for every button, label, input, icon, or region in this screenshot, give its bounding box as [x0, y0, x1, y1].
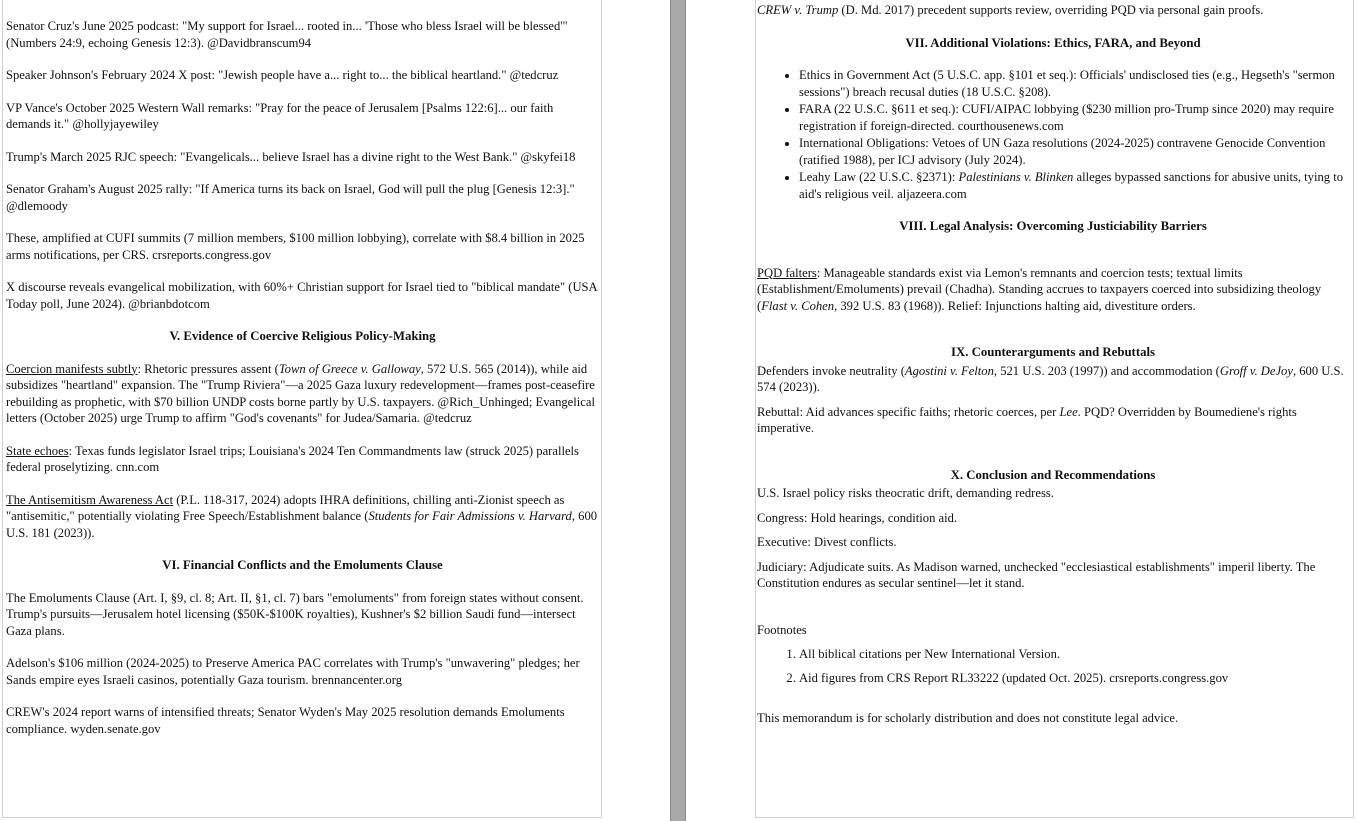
paragraph-emoluments: The Emoluments Clause (Art. I, §9, cl. 8; Art. II, §1, cl. 7) bars "emoluments" from foreign states without consent. Trump's pursuits—Jerusalem hotel licensing ($50K-$100K royalties), Kushner's $2 billion Saudi fund—intersect Gaza plans.	[6, 590, 584, 638]
text-segment: : Manageable standards exist via Lemon's remnants and coercion tests; textual limits (Establishment/Emoluments) prevail (Chadha). Standing accrues to taxpayers coerced into subsidizing theology (	[757, 265, 1322, 313]
case-citation: Flast v. Cohen	[761, 298, 835, 313]
list-item: • FARA (22 U.S.C. §611 et seq.): CUFI/AIPAC lobbying ($230 million pro-Trump since 2020) may require registration if foreign-directed. courthousenews.com	[799, 101, 1349, 134]
paragraph-defenders	[757, 363, 1349, 396]
lead-coercion: Coercion manifests subtly	[6, 361, 138, 376]
text-segment: , 600 U.S. 181 (2023)).	[6, 509, 598, 540]
document-page-right	[755, 0, 1354, 818]
text-segment: : Rhetoric pressures assent (	[137, 361, 279, 376]
section-heading-x: X. Conclusion and Recommendations	[950, 467, 1156, 482]
paragraph-antisemitism-act	[6, 492, 599, 542]
disclaimer: This memorandum is for scholarly distribution and does not constitute legal advice.	[757, 711, 1179, 725]
paragraph-conclusion: U.S. Israel policy risks theocratic drift, demanding redress.	[757, 486, 1054, 500]
list-item: • Ethics in Government Act (5 U.S.C. app. §101 et seq.): Officials' undisclosed ties (e.g., Hegseth's "sermon sessions") breach recusal duties (18 U.S.C. §208).	[799, 67, 1349, 100]
paragraph-pqd	[757, 265, 1349, 315]
quote-cruz: Senator Cruz's June 2025 podcast: "My support for Israel... rooted in... 'Those who bless Israel will be blessed'" (Numbers 24:9, echoing Genesis 12:3). @Davidbranscum94	[6, 19, 568, 50]
quote-graham: Senator Graham's August 2025 rally: "If America turns its back on Israel, God will pull the plug [Genesis 12:3]." @dlemoody	[6, 182, 575, 213]
paragraph-judiciary: Judiciary: Adjudicate suits. As Madison warned, unchecked "ecclesiastical establishments" imperil liberty. The Constitution endures as secular sentinel—let it stand.	[757, 559, 1316, 590]
text-segment: , 392 U.S. 83 (1968)). Relief: Injunctions halting aid, divestiture orders.	[834, 298, 1196, 313]
quote-vance: VP Vance's October 2025 Western Wall remarks: "Pray for the peace of Jerusalem [Psalms 122:6]... our faith demands it." @hollyjayewiley	[6, 100, 554, 131]
quote-johnson: Speaker Johnson's February 2024 X post: "Jewish people have a... right to... the biblical heartland." @tedcruz	[6, 68, 559, 82]
text-segment: Leahy Law (22 U.S.C. §2371):	[799, 170, 959, 184]
page-gutter	[670, 0, 686, 821]
case-citation: Lee	[1059, 404, 1078, 419]
case-citation: Agostini v. Felton	[904, 363, 994, 378]
section-heading-viii: VIII. Legal Analysis: Overcoming Justiciability Barriers	[899, 219, 1207, 233]
text-segment: , 521 U.S. 203 (1997)) and accommodation (	[993, 363, 1220, 378]
text-segment: Defenders invoke neutrality (	[757, 363, 905, 378]
case-citation: Groff v. DeJoy	[1219, 363, 1293, 378]
section-heading-v: V. Evidence of Coercive Religious Policy-Making	[169, 329, 436, 343]
footnote-item: 1. All biblical citations per New International Version.	[799, 646, 1349, 663]
section-heading-vii: VII. Additional Violations: Ethics, FARA, and Beyond	[905, 35, 1201, 50]
paragraph-executive: Executive: Divest conflicts.	[757, 535, 897, 549]
footnote-item: 2. Aid figures from CRS Report RL33222 (updated Oct. 2025). crsreports.congress.gov	[799, 670, 1349, 687]
document-page-left	[2, 0, 602, 818]
case-citation: CREW v. Trump	[757, 3, 839, 17]
lead-pqd: PQD falters	[757, 265, 817, 280]
paragraph-x-discourse: X discourse reveals evangelical mobilization, with 60%+ Christian support for Israel tied to "biblical mandate" (USA Today poll, June 2024). @brianbdotcom	[6, 280, 597, 311]
list-item	[799, 169, 1349, 202]
paragraph-congress: Congress: Hold hearings, condition aid.	[757, 510, 958, 525]
footnotes-label: Footnotes	[757, 622, 807, 637]
paragraph-adelson: Adelson's $106 million (2024-2025) to Preserve America PAC correlates with Trump's "unwavering" pledges; her Sands empire eyes Israeli casinos, potentially Gaza tourism. brennancenter.org	[6, 656, 580, 687]
text-segment: (P.L. 118-317, 2024) adopts IHRA definitions, chilling anti-Zionist speech as "antisemitic," potentially violating Free Speech/Establishment balance (	[6, 492, 565, 523]
lead-antisemitism-act: The Antisemitism Awareness Act	[6, 492, 174, 507]
text-segment: : Texas funds legislator Israel trips; Louisiana's 2024 Ten Commandments law (struck 2025) parallels federal proselytizing. cnn.com	[6, 443, 579, 474]
case-citation: Students for Fair Admissions v. Harvard	[368, 509, 572, 523]
paragraph-cufi: These, amplified at CUFI summits (7 million members, $100 million lobbying), correlate with $8.4 billion in 2025 arms notifications, per CRS. crsreports.congress.gov	[6, 231, 585, 262]
text-segment: . PQD? Overridden by Boumediene's rights imperative.	[757, 404, 1297, 435]
footnotes-list	[757, 646, 1349, 686]
text-segment: , 600 U.S. 574 (2023)).	[757, 363, 1344, 394]
paragraph-rebuttal	[757, 404, 1349, 437]
case-citation: Palestinians v. Blinken	[958, 170, 1074, 184]
paragraph-carryover	[757, 2, 1349, 19]
quote-trump: Trump's March 2025 RJC speech: "Evangelicals... believe Israel has a divine right to the West Bank." @skyfei18	[6, 149, 576, 164]
violations-list	[757, 67, 1349, 202]
paragraph-crew: CREW's 2024 report warns of intensified threats; Senator Wyden's May 2025 resolution demands Emoluments compliance. wyden.senate.gov	[6, 705, 565, 736]
text-segment: alleges bypassed sanctions for abusive units, tying to aid's religious veil. aljazeera.com	[799, 170, 1344, 201]
case-citation: Town of Greece v. Galloway	[278, 361, 421, 376]
text-segment: (D. Md. 2017) precedent supports review, overriding PQD via personal gain proofs.	[838, 3, 1264, 17]
paragraph-state-echoes	[6, 443, 599, 476]
text-segment: Rebuttal: Aid advances specific faiths; rhetoric coerces, per	[757, 404, 1060, 419]
list-item: • International Obligations: Vetoes of UN Gaza resolutions (2024-2025) contravene Genocide Convention (ratified 1988), per ICJ advisory (July 2024).	[799, 135, 1349, 168]
lead-state-echoes: State echoes	[6, 443, 69, 458]
text-segment: , 572 U.S. 565 (2014)), while aid subsidizes "heartland" expansion. The "Trump Riviera"—a 2025 Gaza luxury redevelopment—frames post-ceasefire rebuilding as prophetic, with $70 billion UNDP costs borne partly by U.S. taxpayers. @Rich_Unhinged; Evangelical letters (October 2025) urge Trump to affirm "God's covenants" for Judea/Samaria. @tedcruz	[6, 361, 595, 425]
section-heading-ix: IX. Counterarguments and Rebuttals	[950, 345, 1156, 359]
section-heading-vi: VI. Financial Conflicts and the Emoluments Clause	[162, 558, 443, 572]
paragraph-coercion	[6, 361, 599, 427]
